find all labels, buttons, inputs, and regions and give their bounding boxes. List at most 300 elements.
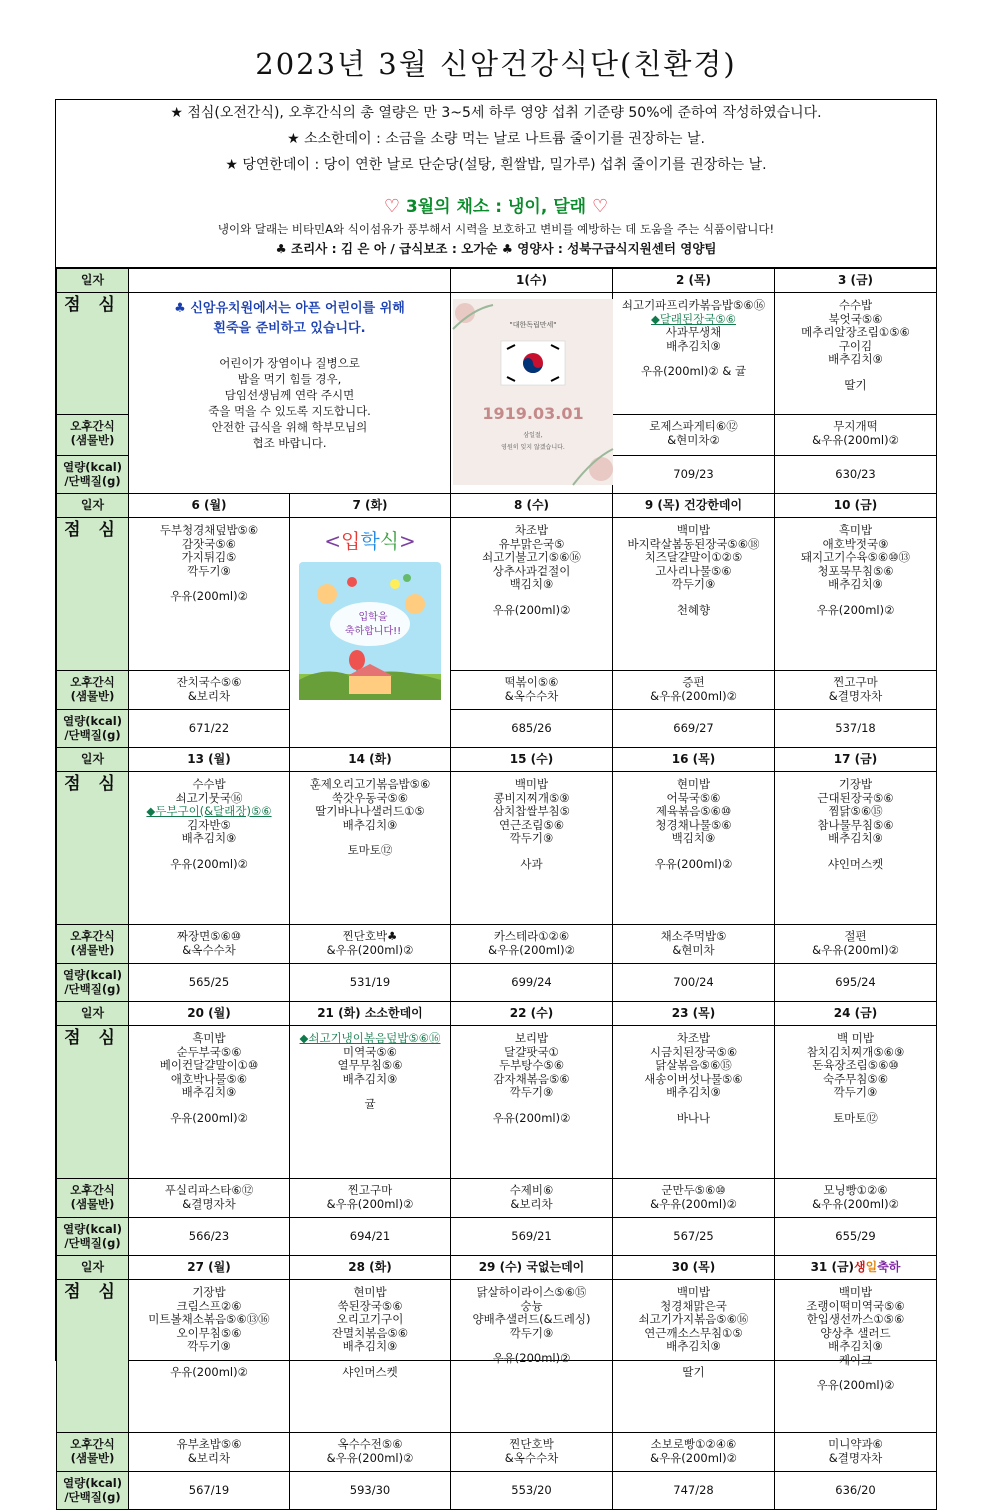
menu-item: 우유(200ml)② <box>492 602 571 617</box>
menu-item: 케이크 <box>838 1352 873 1367</box>
kcal-value <box>451 1218 613 1256</box>
spacer <box>292 1354 448 1366</box>
menu-item: 쇠고기파프리카볶음밥⑤⑥⑯ <box>621 298 766 312</box>
heart-icon: ♡ <box>383 196 400 217</box>
entrance-bracket: < <box>324 529 342 553</box>
blank-cell <box>129 269 451 293</box>
menu-item: 배추김치⑨ <box>666 1339 721 1353</box>
day-header <box>290 748 451 772</box>
menu-item: 미트볼채소볶음⑤⑥⑬⑯ <box>148 1312 270 1326</box>
menu-item: 딸기바나나샐러드①⑤ <box>315 804 425 818</box>
menu-table <box>56 268 937 1510</box>
day-label: 23 (목) <box>671 1005 716 1020</box>
menu-item: 배추김치⑨ <box>828 352 883 366</box>
date-label <box>57 269 129 293</box>
day-header <box>129 494 290 518</box>
kcal-value <box>775 1472 937 1510</box>
day-label: 17 (금) <box>833 751 878 766</box>
spacer <box>453 1100 610 1112</box>
menu-item: 순두부국⑤⑥ <box>176 1044 242 1059</box>
kcal-text: 747/28 <box>673 1482 714 1497</box>
row-label: /단백질(g) <box>64 473 121 488</box>
lunch-label <box>57 518 129 671</box>
menu-item: 닭살하이라이스⑤⑥⑮ <box>476 1285 587 1299</box>
snack-menu-cell <box>129 1433 290 1472</box>
menu-item: 제육볶음⑤⑥⑩ <box>655 804 732 818</box>
menu-item: 미니약과⑥ <box>828 1437 883 1451</box>
menu-item: 백미밥 <box>676 523 711 537</box>
spacer <box>777 846 934 858</box>
day-header <box>775 269 937 293</box>
menu-item: &결명자차 <box>182 1196 236 1211</box>
day-header-31 <box>775 1256 937 1280</box>
kcal-value <box>129 710 290 748</box>
poster-date: 1919.03.01 <box>482 404 584 423</box>
snack-menu-cell <box>775 925 937 964</box>
snack-menu-cell <box>451 671 613 710</box>
snack-menu-cell <box>129 671 290 710</box>
kcal-label <box>57 1218 129 1256</box>
kcal-value <box>451 710 613 748</box>
note-line: 어린이가 장염이나 질병으로 <box>219 356 360 370</box>
menu-item: 김자반⑤ <box>187 817 231 832</box>
menu-item: 메추리알장조림①⑤⑥ <box>801 325 910 339</box>
snack-menu-cell <box>775 415 937 456</box>
veg-of-month <box>56 192 936 217</box>
lunch-menu-cell <box>613 293 775 415</box>
spacer <box>615 1100 772 1112</box>
menu-item: &보리차 <box>510 1196 553 1211</box>
kcal-row <box>57 964 937 1002</box>
day-label: 6 (월) <box>191 497 227 512</box>
menu-item: 가지튀김⑤ <box>181 550 237 564</box>
menu-item: 두부청경채덮밥⑤⑥ <box>159 523 259 537</box>
day-header <box>290 1256 451 1280</box>
menu-item: 새송이버섯나물⑤⑥ <box>644 1071 743 1086</box>
menu-item: 귤 <box>364 1097 376 1111</box>
kcal-value <box>775 710 937 748</box>
menu-frame <box>55 99 937 1504</box>
day-label: 16 (목) <box>671 751 716 766</box>
lunch-row <box>57 1026 937 1179</box>
date-label <box>57 1256 129 1280</box>
menu-item: ◆달래된장국⑤⑥ <box>650 311 736 326</box>
kcal-text: 671/22 <box>188 720 230 735</box>
menu-item: 양배추샐러드(&드레싱) <box>472 1312 591 1326</box>
snack-label <box>57 1433 129 1472</box>
kcal-text: 695/24 <box>835 974 876 989</box>
lunch-row <box>57 772 937 925</box>
menu-item: 배추김치⑨ <box>828 577 883 591</box>
kcal-value <box>129 1472 290 1510</box>
day-label: 24 (금) <box>833 1005 878 1020</box>
spacer <box>131 846 287 858</box>
day-header <box>613 1002 775 1026</box>
kcal-text: 700/24 <box>673 974 714 989</box>
notice-line-1: ★ 점심(오전간식), 오후간식의 총 열량은 만 3~5세 하루 영양 섭취 기준량 50%에 준하여 작성하였습니다. <box>170 105 822 121</box>
kcal-value <box>775 456 937 494</box>
menu-item: 채소주먹밥⑤ <box>660 929 727 943</box>
menu-item: 우유(200ml)② & 귤 <box>640 364 747 378</box>
day-label: 2 (목) <box>675 272 712 287</box>
spacer <box>777 1100 934 1112</box>
snack-row <box>57 1179 937 1218</box>
menu-item: 샤인머스켓 <box>342 1364 398 1379</box>
date-row <box>57 748 937 772</box>
menu-item: 배추김치⑨ <box>342 1071 398 1086</box>
menu-item: 바나나 <box>676 1110 711 1125</box>
menu-item: ◆두부구이(&달래장)⑤⑥ <box>146 804 272 818</box>
note-body <box>131 355 448 451</box>
row-label: 오후간식 <box>70 419 115 433</box>
menu-item: 숭늉 <box>520 1298 543 1313</box>
note-line: 죽을 먹을 수 있도록 지도합니다. <box>208 404 371 418</box>
day-label: 14 (화) <box>348 751 392 766</box>
menu-item: &우유(200ml)② <box>326 942 414 957</box>
lunch-menu-cell <box>613 518 775 671</box>
menu-item: 깍두기⑨ <box>509 1325 554 1340</box>
kcal-value <box>290 1218 451 1256</box>
menu-item: 절편 <box>844 929 867 943</box>
sick-child-note <box>129 293 451 494</box>
menu-item: 깍두기⑨ <box>187 563 231 578</box>
menu-item: 우유(200ml)② <box>816 602 895 617</box>
lunch-menu-cell <box>451 772 613 925</box>
kcal-text: 567/19 <box>188 1482 230 1497</box>
row-label: 점 심 <box>64 1282 121 1302</box>
menu-item: 샤인머스켓 <box>827 856 884 871</box>
menu-item: 열무무침⑤⑥ <box>337 1058 403 1072</box>
menu-item: 상추사과겉절이 <box>492 563 571 578</box>
entrance-ceremony-image <box>290 518 451 748</box>
day-header <box>451 748 613 772</box>
row-label: 점 심 <box>64 520 121 540</box>
kcal-value <box>613 1218 775 1256</box>
kcal-text: 694/21 <box>349 1228 391 1243</box>
menu-item: 어묵국⑤⑥ <box>666 790 721 805</box>
menu-item: 찐단호박♣ <box>342 929 398 943</box>
menu-item: 청포묵무침⑤⑥ <box>817 563 894 578</box>
menu-item: 토마토⑫ <box>347 843 393 857</box>
menu-item: 우유(200ml)② <box>816 1378 895 1392</box>
snack-label <box>57 1179 129 1218</box>
day-header <box>451 1256 613 1280</box>
menu-item: 깍두기⑨ <box>671 577 716 591</box>
spacer <box>615 1354 772 1366</box>
menu-item: 천혜향 <box>676 602 711 617</box>
menu-item: 돼지고기수육⑤⑥⑩⑬ <box>800 550 911 564</box>
lunch-menu-cell <box>613 1280 775 1433</box>
menu-item: &보리차 <box>187 1450 231 1465</box>
day-header <box>775 494 937 518</box>
spacer <box>453 846 610 858</box>
kcal-text: 630/23 <box>835 466 876 481</box>
kcal-text: 567/25 <box>673 1228 714 1243</box>
entrance-poster <box>297 524 443 704</box>
menu-item: 쇠고기뭇국⑯ <box>175 790 243 805</box>
menu-item: 로제스파게티⑥⑫ <box>649 419 738 433</box>
staff-line: ♣ 조리사 : 김 은 아 / 급식보조 : 오가순 ♣ 영양사 : 성북구급식지원센터 영양팀 <box>275 241 717 256</box>
menu-item: &우유(200ml)② <box>812 1196 899 1211</box>
menu-item: 수수밥 <box>838 298 873 312</box>
lunch-menu-cell <box>129 1026 290 1179</box>
snack-menu-cell <box>613 1179 775 1218</box>
menu-item: 보리밥 <box>514 1031 549 1045</box>
menu-item: 우유(200ml)② <box>170 1364 248 1379</box>
menu-item: 조랭이떡미역국⑤⑥ <box>806 1298 905 1313</box>
row-label: 열량(kcal) <box>63 460 122 474</box>
menu-item: 시금치된장국⑤⑥ <box>649 1044 738 1059</box>
menu-item: &우유(200ml)② <box>650 688 737 703</box>
day-header <box>613 748 775 772</box>
kcal-label <box>57 710 129 748</box>
row-label: 점 심 <box>64 774 121 794</box>
row-label: 열량(kcal) <box>63 1222 122 1236</box>
day-label: 8 (수) <box>513 497 550 512</box>
lunch-menu-cell <box>129 518 290 671</box>
menu-item: &옥수수차 <box>504 688 559 703</box>
lunch-label <box>57 772 129 925</box>
spacer <box>615 846 772 858</box>
entrance-char: 입 <box>341 529 361 553</box>
veg-description: 냉이와 달래는 비타민A와 식이섬유가 풍부해서 시력을 보호하고 변비를 예방하는 데 도움을 주는 식품이랍니다! <box>217 222 775 236</box>
heart-icon: ♡ <box>591 196 609 217</box>
row-label: 일자 <box>80 1259 105 1274</box>
row-label: /단백질(g) <box>64 1489 121 1504</box>
entrance-char: 식 <box>379 529 399 553</box>
row-label: (샘물반) <box>70 432 115 447</box>
menu-item: 수수밥 <box>192 777 226 791</box>
independence-poster <box>453 299 613 485</box>
day-label: 생 <box>854 1259 866 1274</box>
note-line: ♣ 신암유치원에서는 아픈 어린이를 위해 <box>174 301 405 316</box>
kcal-row <box>57 1218 937 1256</box>
day-label: 일 <box>865 1259 878 1274</box>
spacer <box>131 1100 287 1112</box>
menu-item: 기장밥 <box>192 1285 226 1299</box>
menu-item: 카스테라①②⑥ <box>493 929 570 943</box>
menu-item: 두부탕수⑤⑥ <box>498 1058 565 1072</box>
independence-day-image <box>451 293 613 494</box>
kcal-value <box>129 1218 290 1256</box>
day-label: 15 (수) <box>509 751 554 766</box>
lunch-menu-cell <box>775 293 937 415</box>
snack-row <box>57 671 937 710</box>
note-line: 안전한 급식을 위해 학부모님의 <box>211 420 368 434</box>
kcal-text: 685/26 <box>511 720 552 735</box>
row-label: (샘물반) <box>70 942 115 957</box>
entrance-char: 학 <box>360 529 380 553</box>
menu-item: 유부맑은국⑤ <box>498 536 565 551</box>
menu-item: &결명자차 <box>828 1450 883 1465</box>
day-label: 축하 <box>877 1259 901 1274</box>
kcal-row <box>57 1472 937 1510</box>
menu-item: 달걀팟국① <box>504 1044 559 1059</box>
day-header <box>451 1002 613 1026</box>
menu-item: 딸기 <box>844 377 867 392</box>
day-label: 9 (목) 건강한데이 <box>644 497 743 512</box>
svg-text:<입학식> <box>324 529 416 553</box>
menu-item: 잔멸치볶음⑤⑥ <box>331 1325 409 1340</box>
flag-illustration <box>453 299 613 485</box>
day-label: 27 (월) <box>187 1259 231 1274</box>
menu-item: 크림스프②⑥ <box>176 1298 242 1313</box>
menu-item: 찐단호박 <box>509 1437 554 1451</box>
snack-menu-cell <box>451 1433 613 1472</box>
lunch-label <box>57 1026 129 1179</box>
lunch-menu-cell <box>775 1280 937 1433</box>
menu-item: 배추김치⑨ <box>666 1085 721 1099</box>
snack-label <box>57 925 129 964</box>
menu-item: 푸실리파스타⑥⑫ <box>164 1183 254 1197</box>
row-label: 오후간식 <box>70 1183 115 1197</box>
menu-item: 애호박젓국⑨ <box>822 536 889 551</box>
menu-item: 돈육장조림⑤⑥⑩ <box>812 1058 899 1072</box>
lunch-label <box>57 293 129 415</box>
kcal-value <box>613 1472 775 1510</box>
page-title: 2023년 3월 신암건강식단(친환경) <box>255 47 737 81</box>
menu-item: &현미차 <box>672 942 715 957</box>
menu-item: 연근조림⑤⑥ <box>498 817 565 832</box>
date-row <box>57 269 937 293</box>
snack-menu-cell <box>613 415 775 456</box>
menu-item: &우유(200ml)② <box>650 1196 737 1211</box>
menu-item: 모닝빵①②⑥ <box>823 1183 888 1197</box>
menu-item: 짜장면⑤⑥⑩ <box>176 929 242 943</box>
menu-item: 흑미밥 <box>192 1031 226 1045</box>
menu-item: 청경채나물⑤⑥ <box>655 817 732 832</box>
menu-item: 차조밥 <box>514 523 549 537</box>
kcal-row <box>57 710 937 748</box>
menu-item: 쑥된장국⑤⑥ <box>337 1298 403 1313</box>
menu-item: 우유(200ml)② <box>492 1110 571 1125</box>
menu-item: 찜닭⑤⑥⑮ <box>828 804 883 818</box>
menu-item: 참나물무침⑤⑥ <box>817 817 894 832</box>
kcal-value <box>129 964 290 1002</box>
menu-item: 숙주무침⑤⑥ <box>822 1071 889 1086</box>
menu-item: &결명자차 <box>828 688 883 703</box>
menu-item: 미역국⑤⑥ <box>343 1044 397 1059</box>
kcal-text: 655/29 <box>835 1228 876 1243</box>
lunch-row <box>57 518 937 671</box>
bubble-text: 축하합니다!! <box>344 626 402 637</box>
menu-item: 유부초밥⑤⑥ <box>176 1437 242 1451</box>
snack-label <box>57 671 129 710</box>
lunch-menu-cell <box>613 772 775 925</box>
day-header <box>451 494 613 518</box>
entrance-bracket: > <box>398 529 416 553</box>
day-header <box>290 1002 451 1026</box>
lunch-menu-cell <box>290 1026 451 1179</box>
snack-menu-cell <box>129 1179 290 1218</box>
menu-item: 쑥갓우동국⑤⑥ <box>331 790 409 805</box>
menu-item: &우유(200ml)② <box>812 942 899 957</box>
row-label: /단백질(g) <box>64 727 121 742</box>
menu-item: 백미밥 <box>838 1285 873 1299</box>
menu-item: 현미밥 <box>353 1285 387 1299</box>
lunch-menu-cell <box>451 1280 613 1433</box>
menu-item: 우유(200ml)② <box>170 856 248 871</box>
menu-item: 콩비지찌개⑤⑨ <box>493 790 570 805</box>
day-header <box>129 1002 290 1026</box>
snack-row <box>57 1433 937 1472</box>
row-label: (샘물반) <box>70 688 115 703</box>
day-label: 13 (월) <box>187 751 231 766</box>
menu-item: 오리고기구이 <box>336 1312 404 1326</box>
kcal-text: 566/23 <box>188 1228 230 1243</box>
menu-item: 훈제오리고기볶음밥⑤⑥ <box>309 777 431 791</box>
lunch-menu-cell <box>290 772 451 925</box>
row-label: 일자 <box>80 497 105 512</box>
kcal-text: 669/27 <box>673 720 714 735</box>
kcal-value <box>775 1218 937 1256</box>
row-label: 점 심 <box>64 295 121 315</box>
kcal-value <box>775 964 937 1002</box>
menu-item: 배추김치⑨ <box>828 831 883 845</box>
menu-item: 배추김치⑨ <box>666 338 721 353</box>
lunch-menu-cell <box>290 1280 451 1433</box>
day-header <box>775 748 937 772</box>
day-header <box>613 269 775 293</box>
lunch-row <box>57 293 937 415</box>
kcal-value <box>613 710 775 748</box>
row-label: 오후간식 <box>70 929 115 943</box>
kcal-value <box>613 964 775 1002</box>
row-label: 일자 <box>80 751 105 766</box>
menu-item: 백미밥 <box>514 777 549 791</box>
lunch-menu-cell <box>129 1280 290 1433</box>
menu-item: 백미밥 <box>676 1285 711 1299</box>
menu-item: 잔치국수⑤⑥ <box>176 675 242 689</box>
menu-item: 사과 <box>520 856 543 871</box>
bubble-text: 입학을 <box>358 612 388 623</box>
lunch-row <box>57 1280 937 1433</box>
snack-menu-cell <box>613 1433 775 1472</box>
kcal-value <box>290 1472 451 1510</box>
note-heading <box>131 299 448 339</box>
menu-item: 흑미밥 <box>838 523 873 537</box>
row-label: 오후간식 <box>70 675 115 689</box>
menu-item: 기장밥 <box>838 777 873 791</box>
menu-item: 백김치⑨ <box>509 577 554 591</box>
kcal-text: 709/23 <box>673 466 714 481</box>
menu-item: &우유(200ml)② <box>326 1450 414 1465</box>
menu-item: 배추김치⑨ <box>181 1085 237 1099</box>
spacer <box>777 592 934 604</box>
menu-item: 한입생선까스①⑤⑥ <box>806 1312 905 1326</box>
kcal-value <box>290 964 451 1002</box>
day-label: 1(수) <box>516 272 547 287</box>
menu-item: 배추김치⑨ <box>828 1339 883 1353</box>
day-header <box>451 269 613 293</box>
menu-item: 북엇국⑤⑥ <box>828 311 883 326</box>
row-label: 오후간식 <box>70 1437 115 1451</box>
menu-item: &옥수수차 <box>182 942 236 957</box>
day-header <box>613 1256 775 1280</box>
menu-item: 우유(200ml)② <box>170 1110 248 1125</box>
snack-menu-cell <box>451 925 613 964</box>
menu-item: 바지락살봄동된장국⑤⑥⑱ <box>627 536 760 551</box>
menu-item: 배추김치⑨ <box>342 817 398 832</box>
kcal-text: 636/20 <box>835 1482 876 1497</box>
day-label: 30 (목) <box>671 1259 716 1274</box>
menu-item: 연근깨소스무침①⑤ <box>644 1325 743 1340</box>
poster-sub2: 영원히 잊지 않겠습니다. <box>501 444 565 451</box>
day-header <box>129 748 290 772</box>
date-label <box>57 748 129 772</box>
snack-menu-cell <box>775 1179 937 1218</box>
menu-item: 옥수수전⑤⑥ <box>337 1437 403 1451</box>
